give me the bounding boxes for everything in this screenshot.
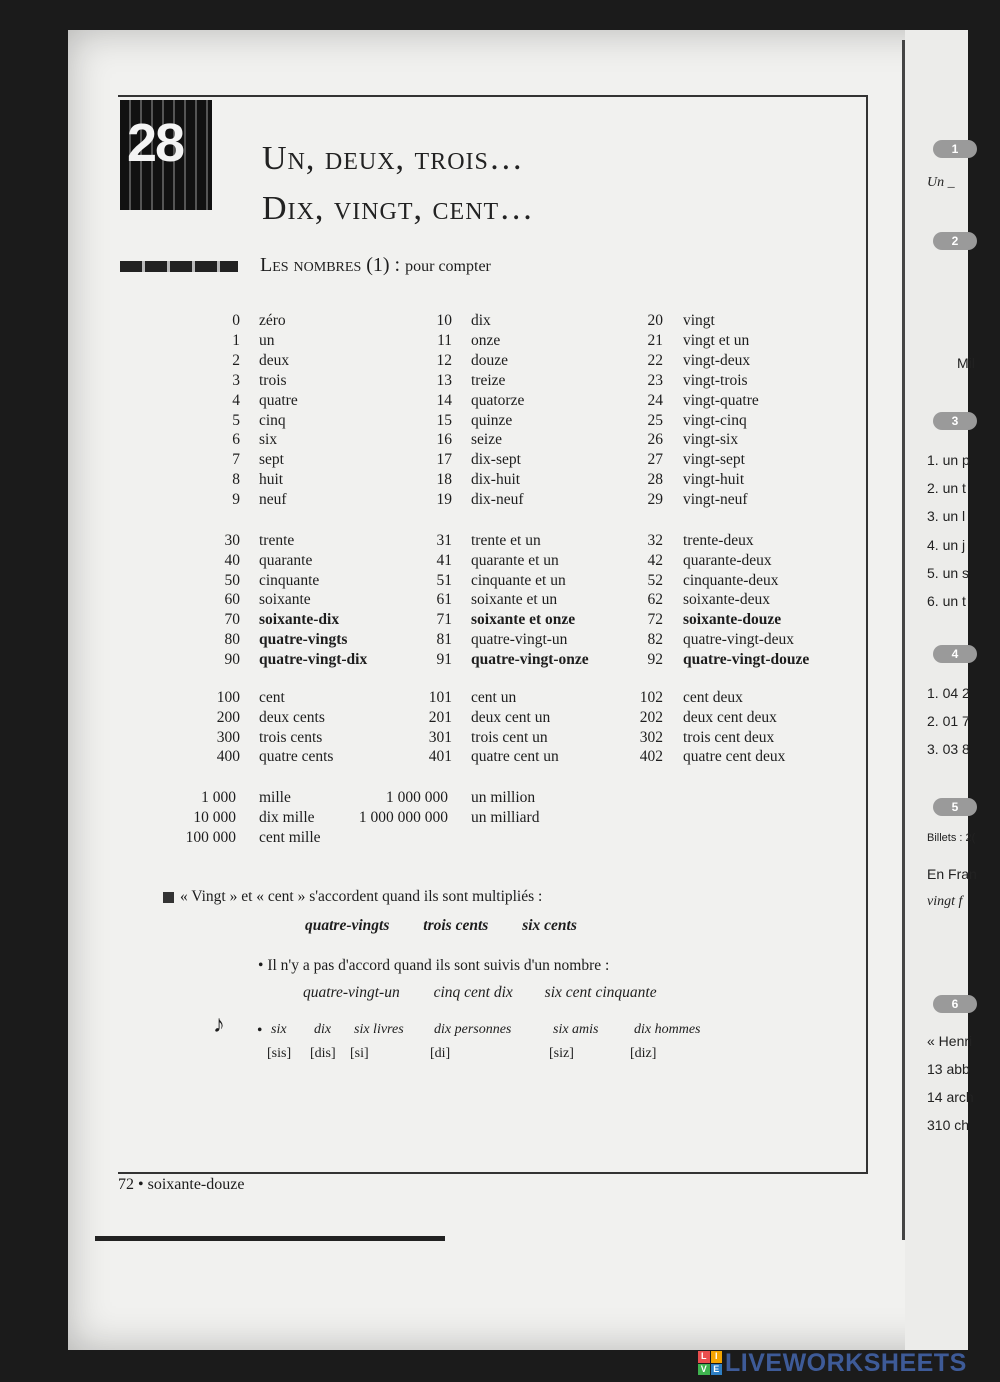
example-word: quatre-vingts [305,917,390,934]
number-digit: 10 [436,312,452,329]
number-word: vingt-cinq [683,411,747,429]
adjacent-page [905,30,977,1350]
number-digit: 50 [224,571,240,589]
pronunciation-ipa: [dis] [310,1046,336,1061]
number-word: quinze [471,411,513,429]
right-line: 310 ch [927,1117,970,1133]
number-digit: 21 [647,331,663,349]
number-word: quarante-deux [683,551,772,569]
number-word: cent un [471,689,517,706]
pronunciation-word: dix personnes [434,1022,512,1037]
number-digit: 2 [232,351,240,369]
number-word: quatre-vingts [259,631,348,648]
number-digit: 100 [216,689,240,706]
number-digit: 26 [647,431,663,449]
number-word: quatre cent un [471,748,559,766]
number-word: soixante-douze [683,611,782,629]
right-line: 1. un p [927,452,970,468]
number-digit: 301 [428,728,452,746]
number-word: vingt-sept [683,451,745,469]
right-line: 4. un j [927,537,966,553]
right-line: Un _ [927,175,955,190]
number-word: un million [471,789,536,806]
exercise-badge-3: 3 [933,412,977,430]
example-no-agreement [303,984,657,1002]
right-line: 2. un t [927,480,966,496]
number-digit: 51 [436,571,452,589]
number-digit: 15 [436,411,452,429]
number-digit: 60 [224,591,240,609]
number-digit: 6 [232,431,240,449]
number-digit: 17 [436,451,452,469]
number-digit: 80 [224,631,240,648]
number-word: soixante et onze [471,611,576,629]
number-word: cinquante et un [471,571,566,589]
number-word: dix-huit [471,471,521,489]
number-word: vingt-neuf [683,491,748,509]
pronunciation-word: six amis [553,1022,599,1037]
example-word: trois cents [423,917,489,934]
number-digit: 32 [647,532,663,549]
pronunciation-word: dix hommes [634,1022,701,1037]
number-word: quatre-vingt-douze [683,650,810,668]
subtitle-text: Les nombres (1) : [260,254,401,276]
number-digit: 91 [436,650,452,668]
number-word: vingt-six [683,431,739,449]
number-digit: 81 [436,631,452,648]
page-footer: 72 • soixante-douze [118,1176,245,1193]
number-word: trois [259,371,287,389]
pronunciation-ipa: [sis] [267,1046,292,1061]
number-word: quatorze [471,391,525,409]
number-word: dix-sept [471,451,521,469]
number-digit: 11 [437,331,452,349]
number-digit: 13 [436,371,452,389]
number-word: trois cent deux [683,728,775,746]
number-digit: 8 [232,471,240,489]
number-word: quatre [259,391,298,409]
number-digit: 29 [647,491,663,509]
number-word: neuf [259,491,287,509]
number-digit: 16 [436,431,452,449]
number-word: cinquante-deux [683,571,779,589]
number-word: deux cents [259,708,325,726]
number-digit: 101 [428,689,452,706]
number-digit: 40 [224,551,240,569]
pronunciation-ipa: [si] [350,1046,369,1061]
number-digit: 4 [232,391,240,409]
number-word: dix mille [259,808,315,826]
number-digit: 201 [428,708,452,726]
example-word: six cent cinquante [544,984,657,1001]
number-digit: 402 [639,748,663,766]
number-word: deux [259,351,290,369]
example-word: six cents [522,917,577,934]
right-line: 14 arch [927,1089,974,1105]
number-word: quarante et un [471,551,559,569]
pronunciation-word: six [271,1022,287,1037]
logo-mark-icon: L I V E [698,1351,722,1375]
right-line: 3. 03 8 [927,741,970,757]
section-subtitle [260,254,491,277]
number-digit: 22 [647,351,663,369]
number-word: soixante-deux [683,591,770,609]
right-line: 6. un t [927,593,966,609]
right-line: Mil [957,355,975,371]
number-word: onze [471,331,501,349]
number-word: treize [471,371,506,389]
number-word: cinquante [259,571,320,589]
number-digit: 71 [436,611,452,629]
number-word: cent deux [683,689,743,706]
right-line: 5. un s [927,565,970,581]
number-word: vingt et un [683,331,750,349]
number-digit: 12 [436,351,452,369]
rule-marker-icon [163,892,174,903]
number-digit: 400 [216,748,240,766]
number-word: deux cent un [471,708,551,726]
number-word: quatre-vingt-deux [683,631,795,648]
rule-no-agreement: • Il n'y a pas d'accord quand ils sont suivis d'un nombre : [258,957,610,974]
number-digit: 7 [232,451,240,469]
number-digit: 3 [232,371,240,389]
number-word: trente [259,532,295,549]
number-digit: 41 [436,551,452,569]
exercise-badge-4: 4 [933,645,977,663]
number-word: trente et un [471,532,541,549]
number-digit: 27 [647,451,663,469]
number-word: sept [259,451,284,469]
number-digit: 14 [436,391,452,409]
number-digit: 18 [436,471,452,489]
right-line: vingt f [927,894,963,909]
right-line: 13 abb [927,1061,970,1077]
number-digit: 82 [647,631,663,648]
rule-text: « Vingt » et « cent » s'accordent quand ils sont multipliés : [180,888,543,905]
number-word: soixante-dix [259,611,340,629]
number-word: zéro [259,312,286,329]
number-digit: 31 [436,532,452,549]
liveworksheets-logo [698,1348,967,1378]
number-word: vingt-huit [683,471,745,489]
number-word: cent mille [259,828,321,846]
number-word: mille [259,789,291,806]
number-digit: 25 [647,411,663,429]
number-word: douze [471,351,509,369]
number-digit: 9 [232,491,240,509]
number-word: dix [471,312,491,329]
number-word: quatre cent deux [683,748,786,766]
chapter-title-line1: Un, deux, trois… [262,140,524,177]
number-word: trente-deux [683,532,754,549]
example-word: quatre-vingt-un [303,984,400,1001]
bullet-icon: • [257,1022,263,1039]
number-digit: 92 [647,650,663,668]
exercise-badge-5: 5 [933,798,977,816]
number-digit: 401 [428,748,452,766]
right-line: 2. 01 7 [927,713,970,729]
number-digit: 19 [436,491,452,509]
number-word: soixante et un [471,591,558,609]
number-digit: 300 [216,728,240,746]
number-word: trois cents [259,728,323,746]
number-digit: 30 [224,532,240,549]
music-note-icon: ♪ [213,1012,225,1038]
number-digit: 28 [647,471,663,489]
number-digit: 102 [639,689,663,706]
number-word: quatre-vingt-un [471,631,568,648]
number-word: huit [259,471,284,489]
number-word: vingt [683,312,715,329]
number-word: quatre-vingt-onze [471,650,589,668]
logo-text: LIVEWORKSHEETS [725,1348,967,1377]
number-digit: 23 [647,371,663,389]
number-digit: 20 [647,312,663,329]
exercise-badge-2: 2 [933,232,977,250]
number-digit: 100 000 [185,828,236,846]
number-word: un [259,331,275,349]
right-line: 1. 04 2 [927,685,970,701]
number-digit: 302 [639,728,663,746]
pronunciation-word: dix [314,1022,332,1037]
pronunciation-ipa: [di] [430,1046,451,1061]
number-digit: 70 [224,611,240,629]
number-word: quatre-vingt-dix [259,650,368,668]
number-digit: 61 [436,591,452,609]
number-digit: 1 000 [201,789,236,806]
number-word: quarante [259,551,313,569]
number-digit: 5 [232,411,240,429]
rule-agreement [163,888,542,906]
right-line: En Fran [927,866,977,882]
number-word: vingt-quatre [683,391,759,409]
number-digit: 42 [647,551,663,569]
number-digit: 90 [224,650,240,668]
number-word: seize [471,431,502,449]
exercise-badge-6: 6 [933,995,977,1013]
pronunciation-word: six livres [354,1022,404,1037]
example-agreement [305,917,577,935]
number-word: deux cent deux [683,708,777,726]
number-word: vingt-deux [683,351,751,369]
chapter-number: 28 [127,113,184,173]
exercise-badge-1: 1 [933,140,977,158]
right-line: 3. un l [927,508,966,524]
number-word: un milliard [471,808,540,826]
number-word: vingt-trois [683,371,748,389]
right-line: Billets : 2( [927,832,976,844]
number-word: dix-neuf [471,491,524,509]
bottom-bar [95,1236,445,1241]
number-digit: 1 000 000 000 [358,808,448,826]
number-word: cent [259,689,285,706]
number-digit: 62 [647,591,663,609]
example-word: cinq cent dix [433,984,513,1001]
subtitle-bar [120,261,238,272]
number-word: six [259,431,278,449]
number-digit: 72 [647,611,663,629]
subtitle-note: pour compter [405,258,491,275]
number-digit: 202 [639,708,663,726]
number-word: trois cent un [471,728,548,746]
number-digit: 200 [216,708,240,726]
pronunciation-ipa: [diz] [630,1046,657,1061]
pronunciation-ipa: [siz] [549,1046,574,1061]
number-digit: 0 [232,312,240,329]
rule-text: Il n'y a pas d'accord quand ils sont suivis d'un nombre : [267,957,610,974]
number-word: cinq [259,411,286,429]
number-word: quatre cents [259,748,334,766]
number-digit: 24 [647,391,663,409]
number-word: soixante [259,591,311,609]
chapter-title-line2: Dix, vingt, cent… [262,190,535,227]
number-digit: 1 [232,331,240,349]
number-digit: 1 000 000 [386,789,448,806]
number-digit: 10 000 [193,808,236,826]
number-digit: 52 [647,571,663,589]
right-line: « Henri [927,1033,973,1049]
